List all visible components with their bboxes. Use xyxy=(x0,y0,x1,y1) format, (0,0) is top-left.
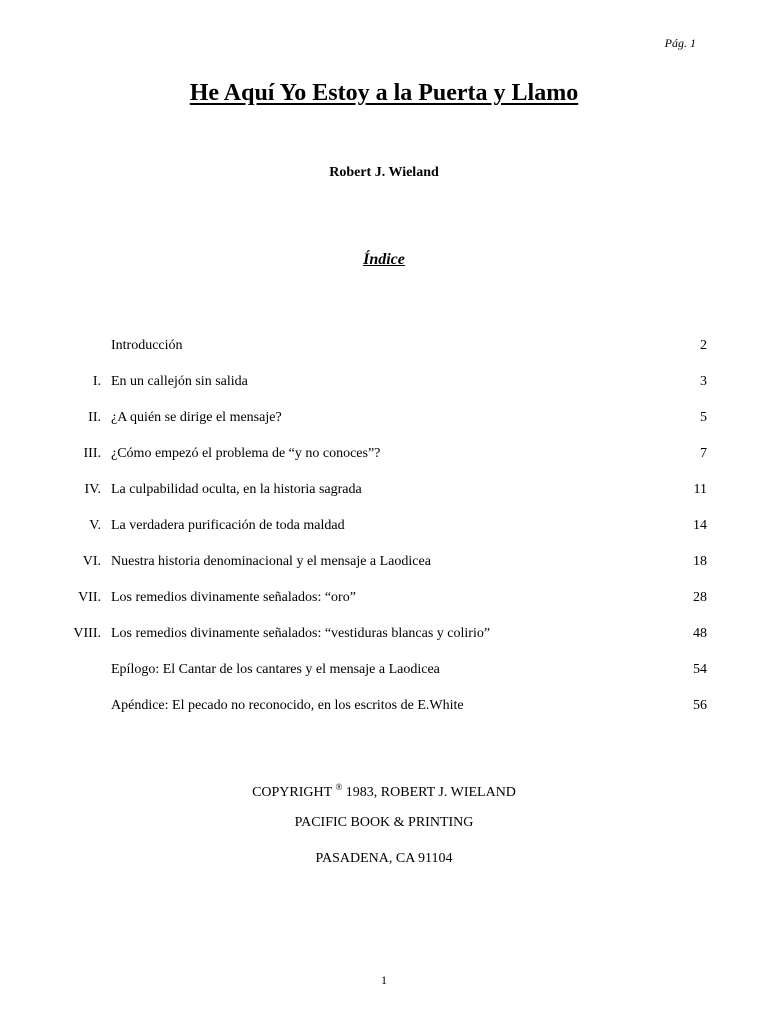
author-name: Robert J. Wieland xyxy=(329,165,439,180)
toc-chapter-title: Los remedios divinamente señalados: “oro” xyxy=(111,590,356,605)
toc-entry xyxy=(0,445,768,481)
index-heading: Índice xyxy=(363,251,405,268)
toc-entry xyxy=(0,553,768,589)
toc-chapter-number: VII. xyxy=(78,590,101,605)
registered-symbol: ® xyxy=(335,782,343,792)
location-line: PASADENA, CA 91104 xyxy=(315,851,453,866)
toc-page-number: 54 xyxy=(693,662,707,677)
toc-entry xyxy=(0,697,768,733)
toc-chapter-title: La culpabilidad oculta, en la historia sagrada xyxy=(111,482,362,497)
header-page-label: Pág. 1 xyxy=(664,36,696,50)
toc-chapter-number: II. xyxy=(88,410,101,425)
toc-entry xyxy=(0,373,768,409)
toc-page-number: 11 xyxy=(693,482,707,497)
toc-page-number: 28 xyxy=(693,590,707,605)
copyright-block xyxy=(0,778,768,886)
copyright-year-holder: 1983, ROBERT J. WIELAND xyxy=(345,785,516,800)
toc-chapter-title: En un callejón sin salida xyxy=(111,374,248,389)
toc-page-number: 3 xyxy=(700,374,707,389)
toc-chapter-title: Apéndice: El pecado no reconocido, en los escritos de E.White xyxy=(111,698,464,713)
toc-chapter-title: ¿A quién se dirige el mensaje? xyxy=(111,410,282,425)
toc-entry xyxy=(0,481,768,517)
toc-entry xyxy=(0,661,768,697)
toc-chapter-title: Los remedios divinamente señalados: “vestiduras blancas y colirio” xyxy=(111,626,491,641)
toc-chapter-number: I. xyxy=(92,374,101,389)
toc-entry xyxy=(0,517,768,553)
footer-page-number: 1 xyxy=(381,973,387,987)
toc-chapter-title: Nuestra historia denominacional y el mensaje a Laodicea xyxy=(111,554,431,569)
toc-chapter-number: VI. xyxy=(82,554,101,569)
toc-chapter-title: Epílogo: El Cantar de los cantares y el mensaje a Laodicea xyxy=(111,662,440,677)
toc-entry xyxy=(0,409,768,445)
toc-page-number: 5 xyxy=(700,410,707,425)
toc-entry xyxy=(0,589,768,625)
toc-page-number: 18 xyxy=(693,554,707,569)
toc-chapter-number: VIII. xyxy=(73,626,101,641)
toc-chapter-title: Introducción xyxy=(111,338,183,353)
copyright-line xyxy=(0,778,768,814)
toc-page-number: 2 xyxy=(700,338,707,353)
toc-entry xyxy=(0,337,768,373)
toc-chapter-title: La verdadera purificación de toda maldad xyxy=(111,518,345,533)
copyright-prefix: COPYRIGHT xyxy=(252,785,332,800)
toc-chapter-number: IV. xyxy=(84,482,101,497)
toc-page-number: 56 xyxy=(693,698,707,713)
document-title: He Aquí Yo Estoy a la Puerta y Llamo xyxy=(189,80,579,106)
toc-page-number: 14 xyxy=(693,518,707,533)
table-of-contents xyxy=(0,337,768,733)
toc-chapter-title: ¿Cómo empezó el problema de “y no conoces”? xyxy=(111,446,381,461)
toc-entry xyxy=(0,625,768,661)
toc-chapter-number: V. xyxy=(89,518,101,533)
toc-page-number: 7 xyxy=(700,446,707,461)
toc-chapter-number: III. xyxy=(83,446,101,461)
toc-page-number: 48 xyxy=(693,626,707,641)
publisher-line: PACIFIC BOOK & PRINTING xyxy=(294,815,474,830)
